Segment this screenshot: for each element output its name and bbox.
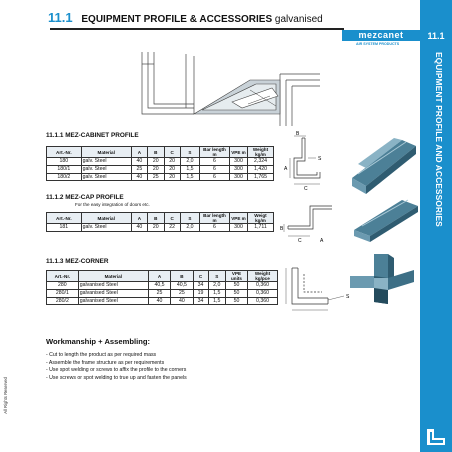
- col-weight: Weight kg/m: [248, 147, 274, 158]
- cell: 300: [230, 166, 248, 174]
- cell: 40: [148, 297, 170, 305]
- cell: 50: [226, 282, 248, 290]
- col-art-nr: Art.-Nr.: [47, 213, 82, 224]
- cell: 180/2: [47, 173, 82, 181]
- col-weight: Weigt kg/m: [248, 213, 274, 224]
- cell: 180: [47, 158, 82, 166]
- cell: 25: [171, 290, 193, 298]
- cell: 20: [164, 158, 180, 166]
- list-item: - Use spot welding or screws to affix the profile to the corners: [46, 367, 187, 374]
- list-item: - Assemble the frame structure as per requirements: [46, 359, 165, 366]
- table-row: [47, 290, 278, 298]
- col-vpe: VPE m: [230, 147, 248, 158]
- logo-wordmark: mezcanet: [342, 30, 420, 41]
- col-b: B: [148, 213, 164, 224]
- cell: 1,765: [248, 173, 274, 181]
- cell: 20: [164, 166, 180, 174]
- cell: 180/1: [47, 166, 82, 174]
- dim-label-b: B: [296, 131, 300, 137]
- cell: 2,0: [208, 282, 225, 290]
- cell: 50: [226, 297, 248, 305]
- cell: 34: [193, 282, 208, 290]
- table-header-row: [47, 271, 278, 282]
- section-title-cap: 11.1.2 MEZ-CAP PROFILE: [46, 194, 124, 201]
- cell: 25: [148, 290, 170, 298]
- frame-assembly-illustration: [130, 44, 320, 126]
- brand-logo: [340, 30, 420, 48]
- col-c: C: [193, 271, 208, 282]
- cell: galvanised Steel: [78, 297, 148, 305]
- col-s: S: [180, 147, 199, 158]
- cabinet-profile-render: [350, 134, 420, 194]
- dim-label-a: A: [284, 166, 288, 172]
- cell: 181: [47, 224, 82, 232]
- cell: 300: [230, 173, 248, 181]
- cell: 40: [131, 158, 147, 166]
- col-b: B: [148, 147, 164, 158]
- cell: 0,360: [248, 290, 278, 298]
- cell: galvanised Steel: [78, 282, 148, 290]
- cell: 300: [230, 158, 248, 166]
- col-material: Material: [78, 271, 148, 282]
- cell: 50: [226, 290, 248, 298]
- cell: 20: [164, 173, 180, 181]
- cap-profile-drawing: [280, 196, 354, 244]
- table-row: [47, 297, 278, 305]
- cabinet-profile-table: [46, 146, 274, 181]
- cell: 280/2: [47, 297, 79, 305]
- table-header-row: [47, 147, 274, 158]
- section-title-cabinet: 11.1.1 MEZ-CABINET PROFILE: [46, 132, 139, 139]
- table-row: [47, 173, 274, 181]
- cell: 2,324: [248, 158, 274, 166]
- sidebar-title: EQUIPMENT PROFILE AND ACCESSORIES: [434, 52, 444, 227]
- cell: 40,5: [148, 282, 170, 290]
- col-a: A: [131, 147, 147, 158]
- col-c: C: [164, 213, 180, 224]
- cap-dim-label-a: A: [320, 238, 324, 244]
- cell: 6: [200, 158, 230, 166]
- cell: galv. Steel: [81, 173, 131, 181]
- cell: 22: [164, 224, 180, 232]
- cell: 280: [47, 282, 79, 290]
- cell: 20: [148, 166, 164, 174]
- table-header-row: [47, 213, 274, 224]
- cap-profile-render: [352, 196, 422, 242]
- cabinet-profile-drawing: [280, 130, 352, 192]
- workmanship-list: [46, 352, 187, 382]
- cap-dim-label-c: C: [298, 238, 302, 244]
- cell: 0,360: [248, 282, 278, 290]
- cell: 40: [131, 224, 147, 232]
- cell: 2,0: [180, 224, 199, 232]
- col-vpe: VPE units: [226, 271, 248, 282]
- col-bar-length: Bar length m: [200, 147, 230, 158]
- col-art-nr: Art.-Nr.: [47, 147, 82, 158]
- cell: 0,360: [248, 297, 278, 305]
- table-row: [47, 158, 274, 166]
- cell: 1,5: [180, 166, 199, 174]
- page-title: [48, 10, 323, 25]
- chapter-sidebar: [420, 0, 452, 452]
- cell: 6: [200, 224, 230, 232]
- dim-label-s: S: [318, 156, 322, 162]
- title-text: EQUIPMENT PROFILE & ACCESSORIES: [81, 14, 273, 25]
- cell: 34: [193, 297, 208, 305]
- col-a: A: [131, 213, 147, 224]
- dim-label-c: C: [304, 186, 308, 192]
- cell: galv. Steel: [81, 224, 131, 232]
- cell: 19: [193, 290, 208, 298]
- cell: 20: [148, 224, 164, 232]
- cap-note: For the easy integration of doors etc.: [75, 202, 150, 207]
- corner-table: [46, 270, 278, 305]
- col-a: A: [148, 271, 170, 282]
- cell: 40,5: [171, 282, 193, 290]
- cell: 40: [171, 297, 193, 305]
- cell: galv. Steel: [81, 166, 131, 174]
- cell: 25: [131, 166, 147, 174]
- table-row: [47, 166, 274, 174]
- title-subtitle: galvanised: [274, 14, 323, 25]
- cell: 1,5: [180, 173, 199, 181]
- cell: 2,0: [180, 158, 199, 166]
- col-weight: Weight kg/pce: [248, 271, 278, 282]
- col-vpe: VPE m: [230, 213, 248, 224]
- workmanship-title: Workmanship + Assembling:: [46, 337, 151, 346]
- col-c: C: [164, 147, 180, 158]
- cell: 1,711: [248, 224, 274, 232]
- cell: 280/1: [47, 290, 79, 298]
- table-row: [47, 224, 274, 232]
- cap-profile-table: [46, 212, 274, 232]
- cell: 6: [200, 173, 230, 181]
- list-item: - Cut to length the product as per required mass: [46, 352, 157, 358]
- cell: galv. Steel: [81, 158, 131, 166]
- section-title-corner: 11.1.3 MEZ-CORNER: [46, 258, 109, 265]
- cell: 20: [148, 158, 164, 166]
- col-material: Material: [81, 213, 131, 224]
- table-row: [47, 282, 278, 290]
- cell: 25: [148, 173, 164, 181]
- rights-notice: All Rights Reserved: [3, 377, 8, 414]
- corner-dim-label-s: S: [346, 294, 350, 300]
- sidebar-number: 11.1: [427, 31, 445, 41]
- cell: 1,420: [248, 166, 274, 174]
- col-s: S: [208, 271, 225, 282]
- col-material: Material: [81, 147, 131, 158]
- logo-tagline: AIR SYSTEM PRODUCTS: [356, 42, 400, 46]
- col-s: S: [180, 213, 199, 224]
- corner-render: [344, 248, 418, 312]
- cell: 1,5: [208, 290, 225, 298]
- cell: 1,5: [208, 297, 225, 305]
- col-art-nr: Art.-Nr.: [47, 271, 79, 282]
- list-item: - Use screws or spot welding to true up and fasten the panels: [46, 374, 187, 381]
- cell: 300: [230, 224, 248, 232]
- corner-logo-icon: [424, 426, 448, 448]
- cell: galvanised Steel: [78, 290, 148, 298]
- section-number: 11.1: [48, 10, 73, 25]
- cell: 6: [200, 166, 230, 174]
- cell: 40: [131, 173, 147, 181]
- title-rule: [50, 28, 344, 30]
- col-bar-length: Bar length m: [200, 213, 230, 224]
- col-b: B: [171, 271, 193, 282]
- cap-dim-label-b: B: [280, 226, 284, 232]
